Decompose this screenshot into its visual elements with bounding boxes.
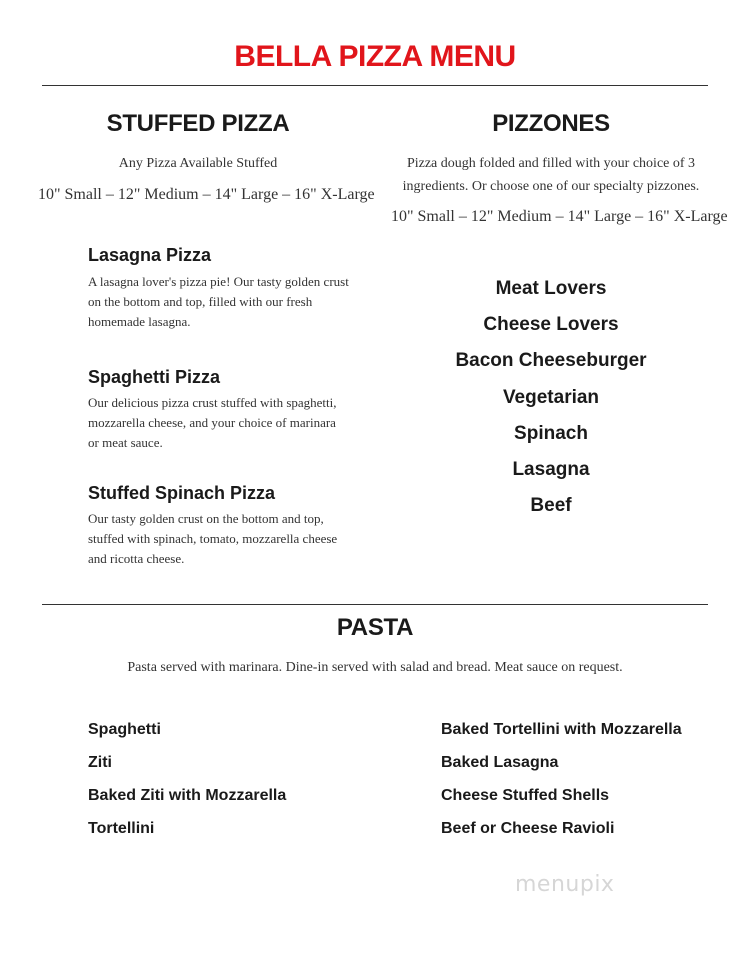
pasta-description: Pasta served with marinara. Dine-in served with salad and bread. Meat sauce on request. xyxy=(127,660,623,675)
top-divider xyxy=(42,85,708,86)
pizzone-item: Meat Lovers xyxy=(495,278,607,299)
pizzone-item: Spinach xyxy=(514,423,588,444)
stuffed-item-description: Our delicious pizza crust stuffed with spaghetti, mozzarella cheese, and your choice of marinara or meat sauce. xyxy=(88,395,337,450)
menu-title: BELLA PIZZA MENU xyxy=(234,40,516,73)
pizzone-item: Bacon Cheeseburger xyxy=(455,350,647,371)
pasta-item: Spaghetti xyxy=(88,721,161,738)
pizzone-item: Lasagna xyxy=(512,459,590,480)
pizzones-heading: PIZZONES xyxy=(492,110,610,137)
pasta-divider xyxy=(42,604,708,605)
pasta-item: Baked Lasagna xyxy=(441,754,559,771)
stuffed-item-title: Lasagna Pizza xyxy=(88,245,212,265)
pasta-item: Cheese Stuffed Shells xyxy=(441,787,610,804)
stuffed-sizes: 10" Small – 12" Medium – 14" Large – 16" X-Large xyxy=(38,186,375,203)
pizzone-item: Beef xyxy=(530,495,572,516)
stuffed-pizza-heading: STUFFED PIZZA xyxy=(106,110,290,137)
stuffed-item-title: Spaghetti Pizza xyxy=(88,367,221,387)
pizzones-description: Pizza dough folded and filled with your choice of 3 ingredients. Or choose one of our specialty pizzones. xyxy=(402,156,700,194)
pasta-item: Baked Ziti with Mozzarella xyxy=(88,787,287,804)
stuffed-item-description: A lasagna lover's pizza pie! Our tasty golden crust on the bottom and top, filled with our fresh homemade lasagna. xyxy=(88,274,349,329)
pasta-heading: PASTA xyxy=(336,614,414,641)
pasta-item: Baked Tortellini with Mozzarella xyxy=(441,721,682,738)
stuffed-item-title: Stuffed Spinach Pizza xyxy=(88,483,276,503)
stuffed-subtitle: Any Pizza Available Stuffed xyxy=(118,156,278,171)
menupix-watermark: menupix xyxy=(515,872,615,897)
stuffed-item-description: Our tasty golden crust on the bottom and top, stuffed with spinach, tomato, mozzarella cheese and ricotta cheese. xyxy=(88,511,338,566)
pasta-item: Beef or Cheese Ravioli xyxy=(441,820,615,837)
pizzones-sizes: 10" Small – 12" Medium – 14" Large – 16" X-Large xyxy=(391,208,728,225)
pasta-item: Ziti xyxy=(88,754,112,771)
pasta-item: Tortellini xyxy=(88,820,155,837)
pizzone-item: Vegetarian xyxy=(502,387,600,408)
pizzone-item: Cheese Lovers xyxy=(483,314,619,335)
